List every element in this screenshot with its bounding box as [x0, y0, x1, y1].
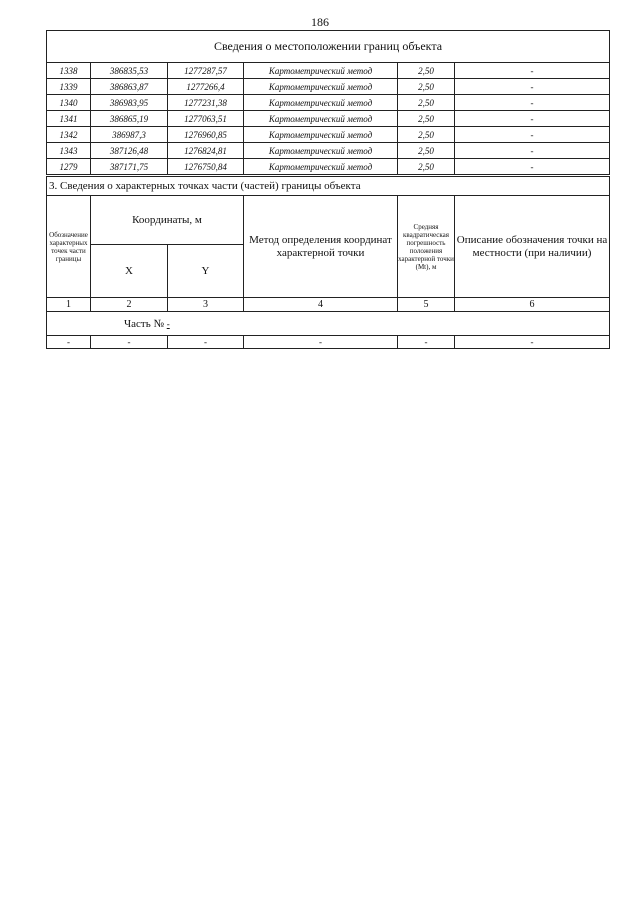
part-label: Часть №	[124, 317, 164, 330]
accuracy: 2,50	[398, 79, 455, 95]
column-numbers-row	[47, 298, 610, 312]
method: Картометрический метод	[244, 159, 398, 175]
header-point-designation: Обозначение характерных точек части границы	[47, 196, 91, 298]
table-row	[47, 111, 610, 127]
header-x: X	[91, 245, 168, 298]
column-number: 6	[455, 298, 610, 312]
coord-x: 386865,19	[91, 111, 168, 127]
section3-title: 3. Сведения о характерных точках части (частей) границы объекта	[47, 177, 610, 196]
description: -	[455, 159, 610, 175]
point-number: 1342	[47, 127, 91, 143]
column-number: 1	[47, 298, 91, 312]
point-number: 1340	[47, 95, 91, 111]
empty-cell: -	[168, 336, 244, 349]
empty-row	[47, 336, 610, 349]
description: -	[455, 143, 610, 159]
description: -	[455, 63, 610, 79]
description: -	[455, 127, 610, 143]
coord-x: 386835,53	[91, 63, 168, 79]
coord-y: 1277063,51	[168, 111, 244, 127]
page-number: 186	[311, 15, 329, 29]
point-number: 1338	[47, 63, 91, 79]
header-description: Описание обозначения точки на местности (при наличии)	[455, 196, 610, 298]
empty-cell: -	[91, 336, 168, 349]
header-coordinates: Координаты, м	[91, 196, 244, 245]
accuracy: 2,50	[398, 159, 455, 175]
column-number: 5	[398, 298, 455, 312]
boundary-coordinates-table	[46, 30, 610, 175]
header-y: Y	[168, 245, 244, 298]
empty-cell: -	[398, 336, 455, 349]
header-method: Метод определения координат характерной точки	[244, 196, 398, 298]
method: Картометрический метод	[244, 63, 398, 79]
table-row	[47, 143, 610, 159]
column-number: 2	[91, 298, 168, 312]
coord-y: 1277266,4	[168, 79, 244, 95]
column-number: 4	[244, 298, 398, 312]
coord-y: 1276960,85	[168, 127, 244, 143]
accuracy: 2,50	[398, 111, 455, 127]
table-row	[47, 95, 610, 111]
accuracy: 2,50	[398, 143, 455, 159]
column-number: 3	[168, 298, 244, 312]
header-accuracy: Средняя квадратическая погрешность положения характерной точки (Мt), м	[398, 196, 455, 298]
empty-cell: -	[47, 336, 91, 349]
empty-cell: -	[455, 336, 610, 349]
coord-y: 1277231,38	[168, 95, 244, 111]
part-boundary-table	[46, 176, 610, 349]
coord-x: 386987,3	[91, 127, 168, 143]
method: Картометрический метод	[244, 79, 398, 95]
coord-y: 1277287,57	[168, 63, 244, 79]
coord-x: 386863,87	[91, 79, 168, 95]
table-row	[47, 159, 610, 175]
coord-y: 1276824,81	[168, 143, 244, 159]
table-row	[47, 63, 610, 79]
coord-x: 386983,95	[91, 95, 168, 111]
section-title: Сведения о местоположении границ объекта	[47, 31, 610, 63]
accuracy: 2,50	[398, 63, 455, 79]
part-label-row	[47, 312, 610, 336]
method: Картометрический метод	[244, 111, 398, 127]
coord-x: 387171,75	[91, 159, 168, 175]
table-row	[47, 127, 610, 143]
accuracy: 2,50	[398, 95, 455, 111]
coord-y: 1276750,84	[168, 159, 244, 175]
point-number: 1343	[47, 143, 91, 159]
description: -	[455, 95, 610, 111]
method: Картометрический метод	[244, 95, 398, 111]
accuracy: 2,50	[398, 127, 455, 143]
description: -	[455, 79, 610, 95]
point-number: 1339	[47, 79, 91, 95]
method: Картометрический метод	[244, 127, 398, 143]
coord-x: 387126,48	[91, 143, 168, 159]
method: Картометрический метод	[244, 143, 398, 159]
point-number: 1279	[47, 159, 91, 175]
empty-cell: -	[244, 336, 398, 349]
part-number: -	[166, 318, 170, 329]
point-number: 1341	[47, 111, 91, 127]
description: -	[455, 111, 610, 127]
table-row	[47, 79, 610, 95]
